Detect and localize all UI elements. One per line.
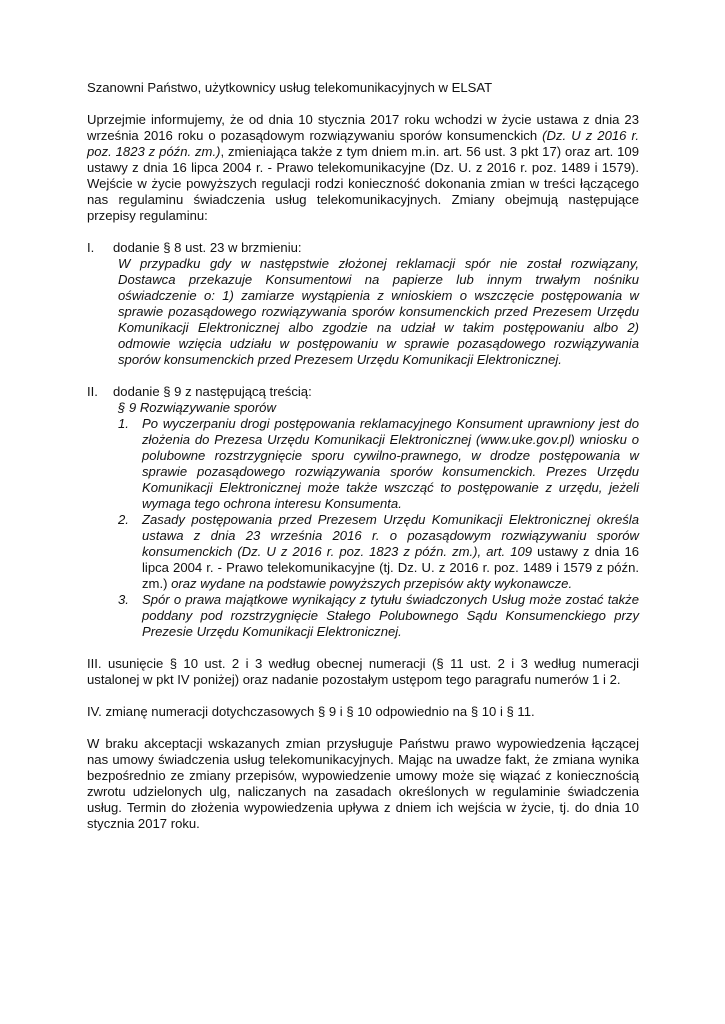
list-item-text: Spór o prawa majątkowe wynikający z tytułu świadczonych Usług może zostać także poddany pod rozstrzygnięcie Stałego Polubownego Sądu Konsumenckiego przy Prezesie Urzędu Komunikacji Elektronicznej. bbox=[142, 592, 639, 639]
section-2-number: II. bbox=[87, 384, 98, 399]
list-item-text bbox=[142, 512, 639, 592]
rules-list bbox=[118, 416, 639, 640]
section-1-number: I. bbox=[87, 240, 95, 255]
section-1-heading bbox=[87, 240, 639, 256]
section-2-heading bbox=[87, 384, 639, 400]
list-item-number: 3. bbox=[118, 592, 129, 607]
list-item-text-b: ustawy z dnia 16 lipca 2004 r. - Prawo telekomunikacyjne (tj. Dz. U. z 2016 r. poz. 1489 i 1579 z późn. zm.) bbox=[142, 544, 640, 591]
intro-paragraph bbox=[87, 112, 639, 224]
section-1 bbox=[87, 240, 639, 368]
list-item bbox=[118, 416, 639, 512]
section-3: III. usunięcie § 10 ust. 2 i 3 według obecnej numeracji (§ 11 ust. 2 i 3 według numeracji ustalonej w pkt IV poniżej) oraz nadanie pozostałym ustępom tego paragrafu numerów 1 i 2. bbox=[87, 656, 639, 687]
closing-paragraph: W braku akceptacji wskazanych zmian przysługuje Państwu prawo wypowiedzenia łączącej nas umowy świadczenia usług telekomunikacyjnych. Mając na uwadze fakt, że zmiana wynika bezpośrednio ze zmiany przepisów, wypowiedzenie umowy może się wiązać z koniecznością zwrotu udzielonych ulg, naliczanych na zasadach określonych w regulaminie świadczenia usług. Termin do złożenia wypowiedzenia upływa z dniem ich wejścia w życie, tj. do dnia 10 stycznia 2017 roku. bbox=[87, 736, 639, 831]
section-2 bbox=[87, 384, 639, 640]
intro-text-2: , zmieniająca także z tym dniem m.in. art. 56 ust. 3 pkt 17) oraz art. 109 ustawy z dnia 16 lipca 2004 r. - Prawo telekomunikacyjne (Dz. U. z 2016 r. poz. 1489 i 1579). Wejście w życie powyższych regulacji rodzi konieczność dokonania zmian w treści łączącego nas regulaminu świadczenia usług telekomunikacyjnych. Zmiany obejmują następujące przepisy regulaminu: bbox=[87, 144, 639, 223]
list-item-text: Po wyczerpaniu drogi postępowania reklamacyjnego Konsument uprawniony jest do złożenia do Prezesa Urzędu Komunikacji Elektronicznej (www.uke.gov.pl) wniosku o polubowne rozstrzygnięcie sporu cywilno-prawnego, w drodze postępowania w sprawie pozasądowego rozwiązywania sporów konsumenckich. Prezes Urzędu Komunikacji Elektronicznej może także wszcząć to postępowanie z urzędu, jeżeli wymaga tego ochrona interesu Konsumenta. bbox=[142, 416, 639, 511]
list-item bbox=[118, 512, 639, 592]
paragraph-9-title: § 9 Rozwiązywanie sporów bbox=[118, 400, 276, 415]
greeting: Szanowni Państwo, użytkownicy usług telekomunikacyjnych w ELSAT bbox=[87, 80, 493, 95]
section-2-body bbox=[118, 400, 639, 640]
intro-citation: (Dz. U z 2016 r. poz. 1823 z późn. zm.) bbox=[87, 128, 639, 159]
section-1-body: W przypadku gdy w następstwie złożonej reklamacji spór nie został rozwiązany, Dostawca przekazuje Konsumentowi na papierze lub innym trwałym nośniku oświadczenie o: 1) zamiarze wystąpienia z wnioskiem o wszczęcie postępowania w sprawie pozasądowego rozwiązywania sporów konsumenckich przed Prezesem Urzędu Komunikacji Elektronicznej albo zgodzie na udział w takim postępowaniu albo 2) odmowie wzięcia udziału w postępowaniu w sprawie pozasądowego rozwiązywania sporów konsumenckich przed Prezesem Urzędu Komunikacji Elektronicznej. bbox=[118, 256, 639, 367]
document-page bbox=[87, 80, 639, 832]
list-item-number: 1. bbox=[118, 416, 129, 431]
list-item-text-a: Zasady postępowania przed Prezesem Urzędu Komunikacji Elektronicznej określa ustawa z dnia 23 września 2016 r. o pozasądowym rozwiązywaniu sporów konsumenckich (Dz. U z 2016 r. poz. 1823 z późn. zm.), art. 109 bbox=[142, 512, 639, 559]
section-4: IV. zmianę numeracji dotychczasowych § 9 i § 10 odpowiednio na § 10 i § 11. bbox=[87, 704, 535, 719]
list-item bbox=[118, 592, 639, 640]
section-1-title: dodanie § 8 ust. 23 w brzmieniu: bbox=[113, 240, 302, 255]
section-2-title: dodanie § 9 z następującą treścią: bbox=[113, 384, 312, 399]
list-item-number: 2. bbox=[118, 512, 129, 527]
intro-text-1: Uprzejmie informujemy, że od dnia 10 stycznia 2017 roku wchodzi w życie ustawa z dnia 23 września 2016 roku o pozasądowym rozwiązywaniu sporów konsumenckich bbox=[87, 112, 639, 143]
list-item-text-c: oraz wydane na podstawie powyższych przepisów akty wykonawcze. bbox=[171, 576, 573, 591]
